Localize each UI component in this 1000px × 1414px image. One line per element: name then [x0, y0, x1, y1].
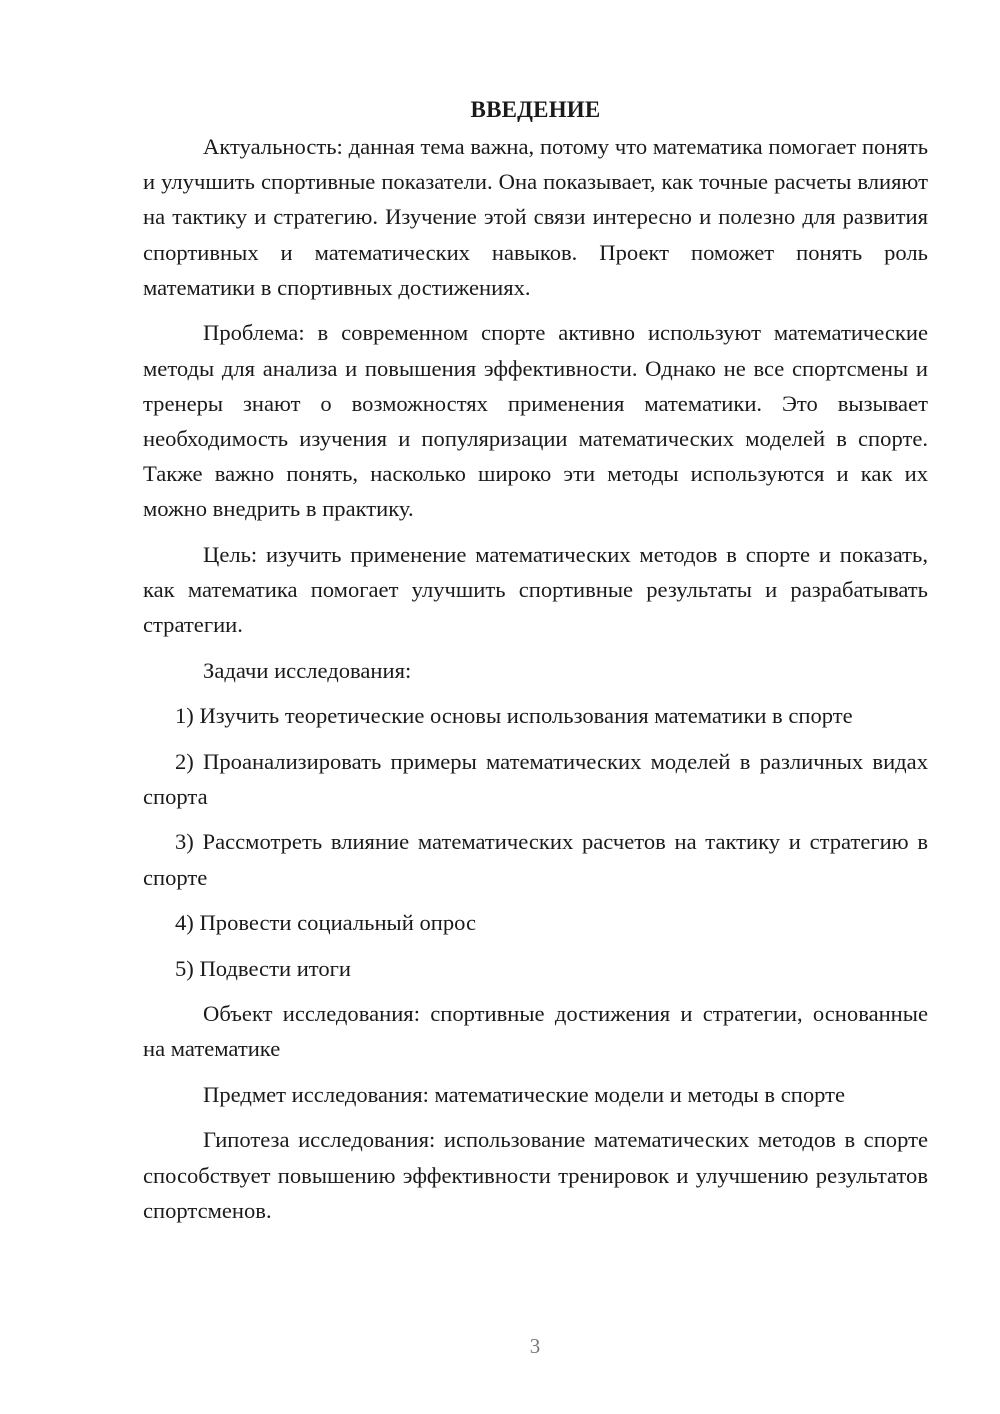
paragraph-relevance: Актуальность: данная тема важна, потому что математика помогает понять и улучшить спортивные показатели. Она показывает, как точные расчеты влияют на тактику и стратегию. Изучение этой связи интересно и полезно для развития спортивных и математических навыков. Проект поможет понять роль математики в спортивных достижениях. — [143, 134, 928, 300]
paragraph-hypothesis: Гипотеза исследования: использование математических методов в спорте способствует повышению эффективности тренировок и улучшению результатов спортсменов. — [143, 1127, 928, 1223]
paragraph-problem: Проблема: в современном спорте активно используют математические методы для анализа и повышения эффективности. Однако не все спортсмены и тренеры знают о возможностях применения математики. Это вызывает необходимость изучения и популяризации математических моделей в спорте. Также важно понять, насколько широко эти методы используются и как их можно внедрить в практику. — [143, 320, 928, 522]
paragraph-object: Объект исследования: спортивные достижения и стратегии, основанные на математике — [143, 1001, 928, 1062]
task-item-5: 5) Подвести итоги — [175, 955, 352, 981]
task-item-2: 2) Проанализировать примеры математических моделей в различных видах спорта — [143, 748, 928, 809]
task-item-1: 1) Изучить теоретические основы использования математики в спорте — [175, 703, 853, 729]
section-heading: ВВЕДЕНИЕ — [470, 97, 601, 122]
task-item-4: 4) Провести социальный опрос — [175, 910, 477, 936]
paragraph-goal: Цель: изучить применение математических методов в спорте и показать, как математика помогает улучшить спортивные результаты и разрабатывать стратегии. — [143, 541, 928, 638]
page-number: 3 — [529, 1334, 541, 1358]
document-page — [143, 92, 928, 1238]
paragraph-subject: Предмет исследования: математические модели и методы в спорте — [203, 1081, 846, 1107]
tasks-title: Задачи исследования: — [203, 657, 412, 683]
task-item-3: 3) Рассмотреть влияние математических расчетов на тактику и стратегию в спорте — [143, 829, 928, 890]
